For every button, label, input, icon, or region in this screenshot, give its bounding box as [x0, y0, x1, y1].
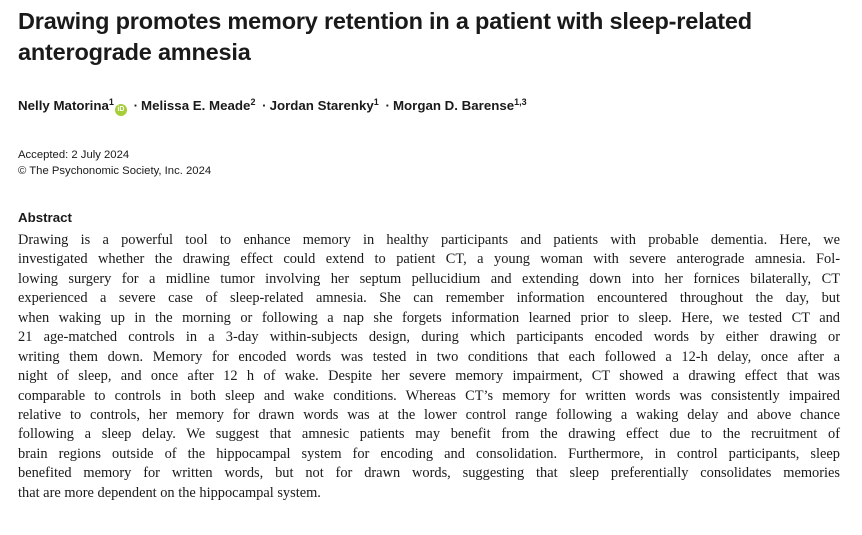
abstract-body — [18, 231, 840, 503]
abstract-line: writing them down. Memory for encoded words was tested in two conditions that each followed a 12-h delay, once after a — [18, 348, 840, 365]
author-list — [18, 97, 838, 116]
abstract-line: when waking up in the morning or following a nap she forgets information learned prior to sleep. Here, we tested CT and — [18, 309, 840, 326]
abstract-line: night of sleep, and once after 12 h of wake. Despite her severe memory impairment, CT showed a drawing effect that was — [18, 368, 840, 385]
abstract-line: that are more dependent on the hippocampal system. — [18, 484, 321, 501]
abstract-line: experienced a severe case of sleep-related amnesia. She can remember information encountered throughout the day, but — [18, 290, 840, 307]
orcid-icon[interactable]: iD — [115, 104, 127, 116]
author-name[interactable]: Nelly Matorina — [18, 98, 109, 113]
author-separator: · — [133, 98, 139, 113]
author-affiliation: 1 — [108, 97, 114, 107]
copyright-notice: © The Psychonomic Society, Inc. 2024 — [18, 165, 212, 177]
author-separator: · — [262, 98, 267, 113]
abstract-line: lowing surgery for a midline tumor involving her septum pellucidium and extending down into her fornices bilaterally, CT — [18, 270, 840, 287]
accepted-date: Accepted: 2 July 2024 — [18, 149, 130, 161]
author-name[interactable]: Jordan Starenky — [269, 98, 374, 113]
abstract-line: benefited memory for written words, but not for drawn words, suggesting that sleep preferentially consolidates memories — [18, 465, 840, 482]
abstract-line: investigated whether the drawing effect could extend to patient CT, a young woman with severe anterograde amnesia. Fol- — [18, 251, 840, 268]
abstract-line: 21 age-matched controls in a 3-day within-subjects design, during which participants encoded words by either drawing or — [18, 329, 840, 346]
abstract-line: following a sleep delay. We suggest that amnesic patients may benefit from the drawing effect due to the recruitment of — [18, 426, 840, 443]
author-affiliation: 2 — [250, 97, 256, 107]
author-name[interactable]: Morgan D. Barense — [392, 98, 515, 113]
title-line-2: anterograde amnesia — [18, 39, 251, 65]
abstract-heading: Abstract — [18, 210, 72, 225]
author-affiliation: 1,3 — [514, 97, 527, 107]
abstract-line: brain regions outside of the hippocampal system for encoding and consolidation. Furthermore, in control participants, sleep — [18, 445, 840, 462]
author-name[interactable]: Melissa E. Meade — [141, 98, 251, 113]
article-title — [18, 6, 838, 68]
abstract-line: comparable to controls in both sleep and wake conditions. Whereas CT’s memory for written words was consistently impaired — [18, 387, 840, 404]
abstract-line: Drawing is a powerful tool to enhance memory in healthy participants and patients with probable dementia. Here, we — [18, 232, 840, 248]
author-separator: · — [385, 98, 390, 113]
abstract-line: relative to controls, her memory for drawn words was at the lower control range following a waking delay and above chance — [18, 406, 840, 423]
publication-meta — [18, 147, 211, 179]
author-affiliation: 1 — [373, 97, 379, 107]
title-line-1: Drawing promotes memory retention in a patient with sleep-related — [18, 8, 752, 34]
